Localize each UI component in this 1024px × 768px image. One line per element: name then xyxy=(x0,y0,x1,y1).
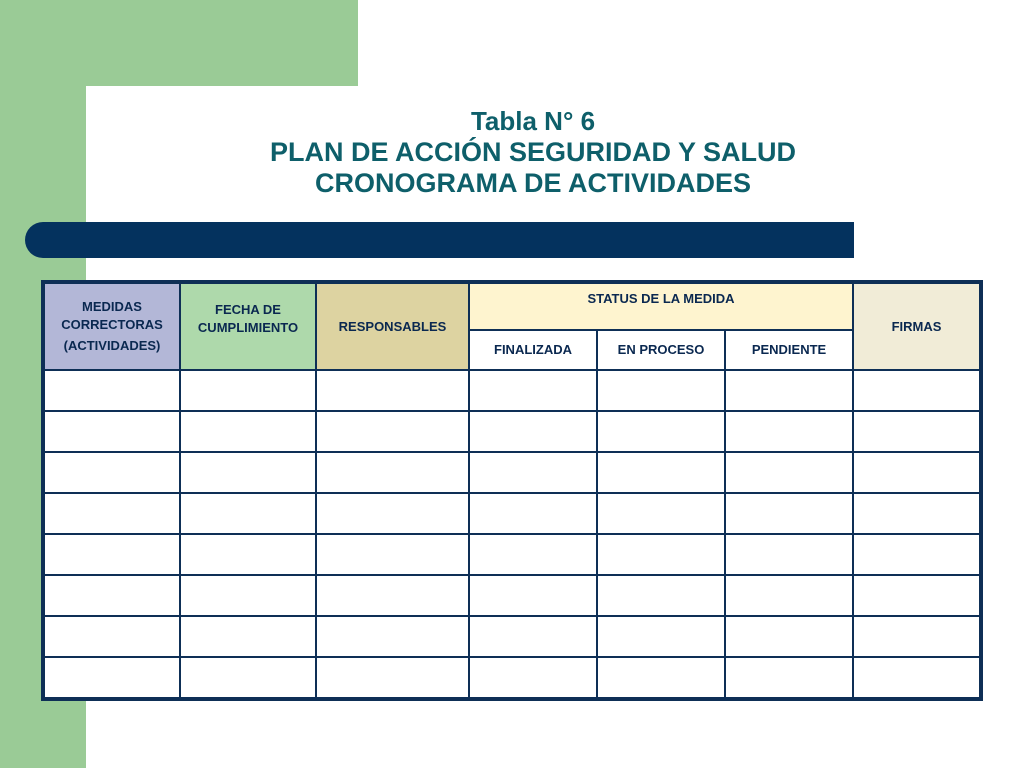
table-cell xyxy=(317,535,468,574)
table-cell xyxy=(726,535,852,574)
table-cell xyxy=(470,412,596,451)
table-cell xyxy=(317,494,468,533)
table-cell xyxy=(854,658,979,697)
table-cell xyxy=(317,658,468,697)
table-cell xyxy=(598,658,724,697)
table-cell xyxy=(854,371,979,410)
table-cell xyxy=(470,576,596,615)
table-cell xyxy=(45,453,179,492)
table-cell xyxy=(181,494,315,533)
table-cell xyxy=(45,494,179,533)
table-cell xyxy=(470,453,596,492)
table-cell xyxy=(598,453,724,492)
header-status: STATUS DE LA MEDIDA xyxy=(470,284,852,329)
table-cell xyxy=(726,617,852,656)
table-row xyxy=(45,453,979,492)
header-fecha xyxy=(181,284,315,369)
header-medidas-line-3: (ACTIVIDADES) xyxy=(63,338,161,354)
header-fecha-line-1: FECHA DE xyxy=(215,302,281,317)
table-cell xyxy=(470,658,596,697)
table-cell xyxy=(181,412,315,451)
table-cell xyxy=(726,371,852,410)
header-medidas xyxy=(45,284,179,369)
table-cell xyxy=(181,535,315,574)
action-plan-table-frame xyxy=(41,280,983,701)
table-row xyxy=(45,658,979,697)
table-cell xyxy=(470,494,596,533)
header-medidas-line-2: CORRECTORAS xyxy=(61,317,163,333)
table-cell xyxy=(598,412,724,451)
title-line-1: Tabla N° 6 xyxy=(470,106,596,136)
table-cell xyxy=(45,412,179,451)
table-cell xyxy=(726,494,852,533)
table-cell xyxy=(726,453,852,492)
table-cell xyxy=(854,412,979,451)
table-cell xyxy=(854,453,979,492)
table-cell xyxy=(45,535,179,574)
header-fecha-line-2: CUMPLIMIENTO xyxy=(197,320,299,335)
table-cell xyxy=(598,576,724,615)
table-cell xyxy=(598,535,724,574)
header-en-proceso: EN PROCESO xyxy=(598,331,724,369)
table-cell xyxy=(854,576,979,615)
action-plan-table xyxy=(43,282,981,699)
table-cell xyxy=(598,617,724,656)
table-cell xyxy=(470,535,596,574)
table-cell xyxy=(181,371,315,410)
header-green-block xyxy=(0,0,358,86)
header-firmas: FIRMAS xyxy=(854,284,979,369)
table-cell xyxy=(181,453,315,492)
table-row xyxy=(45,494,979,533)
table-cell xyxy=(317,617,468,656)
header-medidas-line-1: MEDIDAS xyxy=(82,299,142,315)
table-cell xyxy=(45,658,179,697)
table-cell xyxy=(598,371,724,410)
table-cell xyxy=(726,658,852,697)
table-cell xyxy=(317,576,468,615)
table-cell xyxy=(181,658,315,697)
table-cell xyxy=(854,535,979,574)
table-cell xyxy=(45,617,179,656)
table-cell xyxy=(181,576,315,615)
table-row xyxy=(45,535,979,574)
table-cell xyxy=(45,576,179,615)
table-row xyxy=(45,617,979,656)
slide-title xyxy=(100,106,966,199)
table-row xyxy=(45,576,979,615)
table-cell xyxy=(45,371,179,410)
table-cell xyxy=(854,494,979,533)
header-responsables: RESPONSABLES xyxy=(317,284,468,369)
table-cell xyxy=(726,412,852,451)
table-cell xyxy=(317,453,468,492)
header-finalizada: FINALIZADA xyxy=(470,331,596,369)
table-cell xyxy=(470,371,596,410)
table-cell xyxy=(317,412,468,451)
table-cell xyxy=(726,576,852,615)
table-cell xyxy=(598,494,724,533)
table-cell xyxy=(181,617,315,656)
accent-bar xyxy=(25,222,854,258)
title-line-2: PLAN DE ACCIÓN SEGURIDAD Y SALUD xyxy=(269,137,797,167)
table-cell xyxy=(854,617,979,656)
table-row xyxy=(45,412,979,451)
table-cell xyxy=(470,617,596,656)
table-cell xyxy=(317,371,468,410)
title-line-3: CRONOGRAMA DE ACTIVIDADES xyxy=(314,168,751,198)
header-pendiente: PENDIENTE xyxy=(726,331,852,369)
table-row xyxy=(45,371,979,410)
